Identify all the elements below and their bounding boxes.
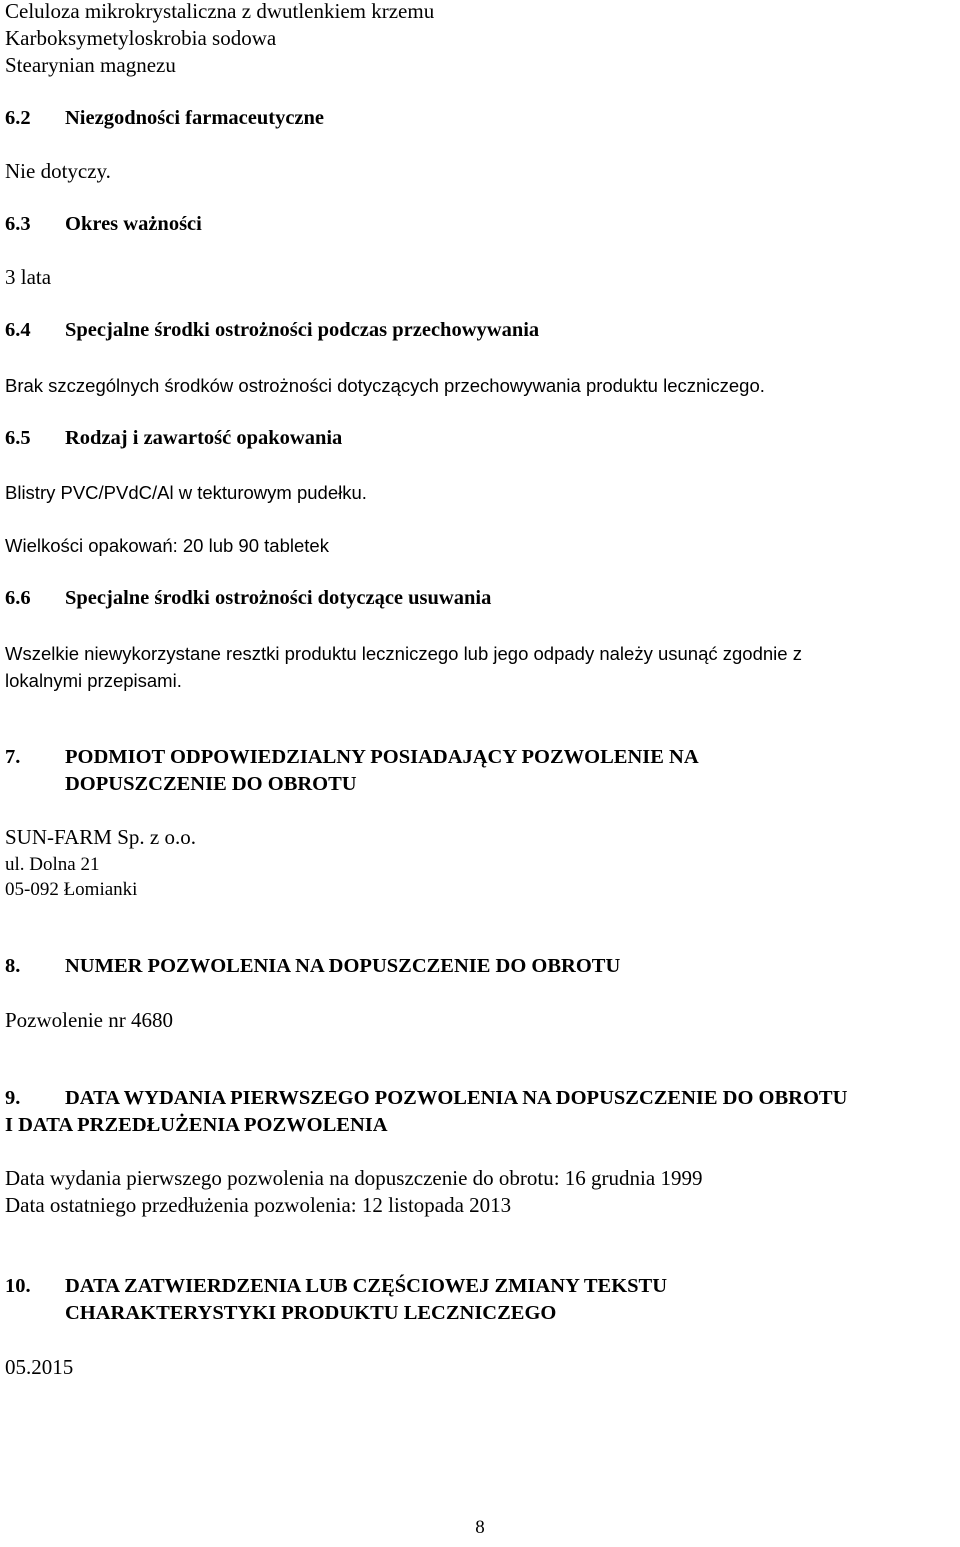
section-text: Nie dotyczy. <box>5 159 111 183</box>
section-title: PODMIOT ODPOWIEDZIALNY POSIADAJĄCY POZWOLENIE NA <box>65 746 699 768</box>
excipient-line: Stearynian magnezu <box>5 53 176 77</box>
section-text: lokalnymi przepisami. <box>5 670 182 691</box>
section-title: Rodzaj i zawartość opakowania <box>65 427 343 449</box>
section-text: Pozwolenie nr 4680 <box>5 1008 173 1032</box>
section-title: Okres ważności <box>65 213 202 235</box>
section-text: 3 lata <box>5 265 52 289</box>
section-number: 6.6 <box>5 587 31 609</box>
section-title: NUMER POZWOLENIA NA DOPUSZCZENIE DO OBROTU <box>65 955 621 977</box>
section-number: 10. <box>5 1275 31 1297</box>
section-number: 6.2 <box>5 107 31 129</box>
document-page <box>5 0 955 1547</box>
section-number: 6.5 <box>5 427 31 449</box>
section-text: 05.2015 <box>5 1355 74 1379</box>
company-street: ul. Dolna 21 <box>5 854 100 875</box>
section-title: DATA WYDANIA PIERWSZEGO POZWOLENIA NA DOPUSZCZENIE DO OBROTU <box>65 1087 848 1109</box>
section-number: 6.3 <box>5 213 31 235</box>
excipient-line: Karboksymetyloskrobia sodowa <box>5 26 277 50</box>
section-text: Wielkości opakowań: 20 lub 90 tabletek <box>5 535 329 556</box>
section-number: 9. <box>5 1087 21 1109</box>
section-text: Blistry PVC/PVdC/Al w tekturowym pudełku. <box>5 482 367 503</box>
company-city: 05-092 Łomianki <box>5 879 138 900</box>
section-title: DOPUSZCZENIE DO OBROTU <box>65 773 357 795</box>
company-name: SUN-FARM Sp. z o.o. <box>5 825 196 849</box>
section-number: 8. <box>5 955 21 977</box>
section-title: I DATA PRZEDŁUŻENIA POZWOLENIA <box>5 1114 388 1136</box>
section-title: Specjalne środki ostrożności podczas przechowywania <box>65 319 540 341</box>
section-text: Data ostatniego przedłużenia pozwolenia: 12 listopada 2013 <box>5 1193 512 1217</box>
page-number: 8 <box>475 1517 485 1538</box>
section-number: 6.4 <box>5 319 31 341</box>
section-title: Specjalne środki ostrożności dotyczące usuwania <box>65 587 492 609</box>
excipient-line: Celuloza mikrokrystaliczna z dwutlenkiem krzemu <box>5 0 435 23</box>
section-number: 7. <box>5 746 21 768</box>
section-title: Niezgodności farmaceutyczne <box>65 107 325 129</box>
section-text: Data wydania pierwszego pozwolenia na dopuszczenie do obrotu: 16 grudnia 1999 <box>5 1166 703 1190</box>
section-title: DATA ZATWIERDZENIA LUB CZĘŚCIOWEJ ZMIANY TEKSTU <box>65 1275 668 1297</box>
section-text: Wszelkie niewykorzystane resztki produktu leczniczego lub jego odpady należy usunąć zgodnie z <box>5 643 802 664</box>
section-text: Brak szczególnych środków ostrożności dotyczących przechowywania produktu leczniczego. <box>5 375 765 396</box>
section-title: CHARAKTERYSTYKI PRODUKTU LECZNICZEGO <box>65 1302 557 1324</box>
